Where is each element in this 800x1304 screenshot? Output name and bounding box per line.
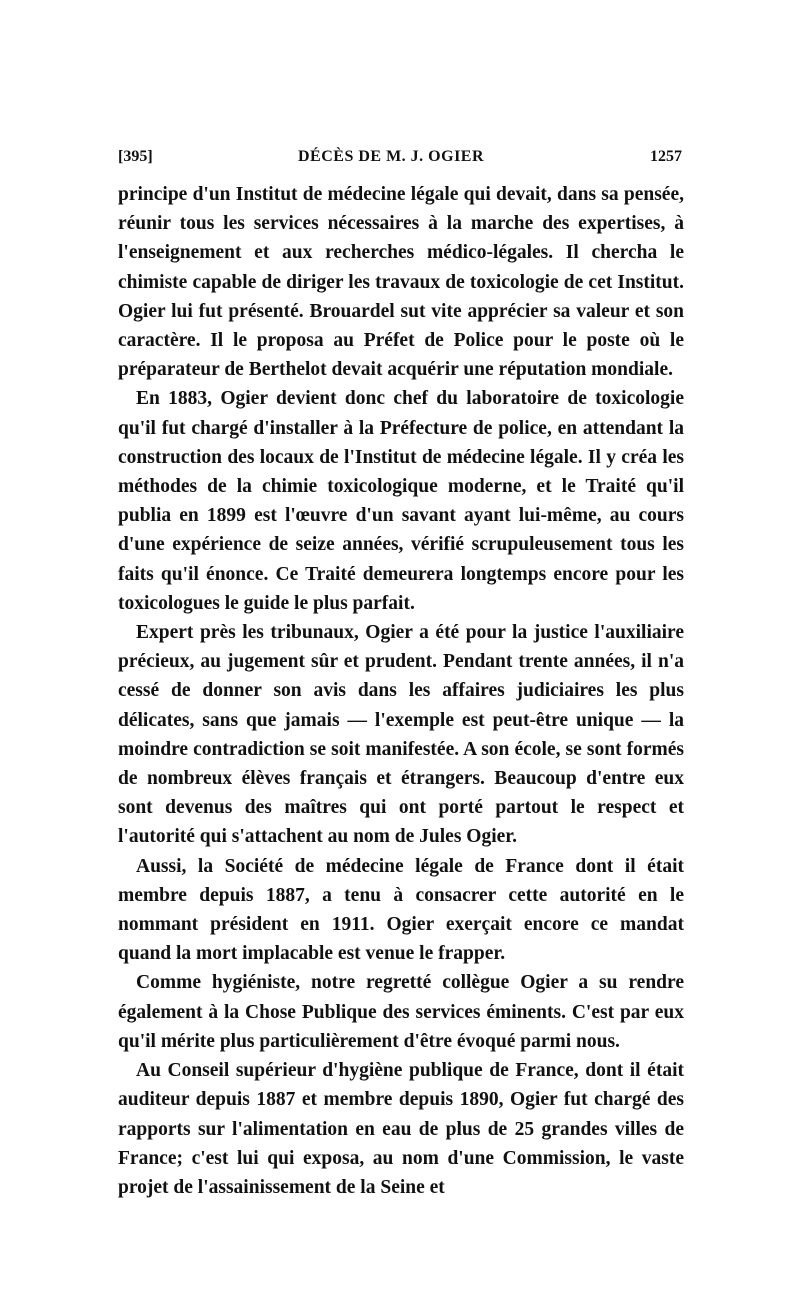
paragraph-6: Au Conseil supérieur d'hygiène publique de France, dont il était auditeur depuis 1887 et membre depuis 1890, Ogier fut chargé des rapports sur l'alimentation en eau de plus de 25 grandes villes de France; c'est lui qui exposa, au nom d'une Commission, le vaste projet de l'assainissement de la Seine et: [118, 1060, 684, 1198]
running-title: DÉCÈS DE M. J. OGIER: [298, 148, 485, 165]
page-number: 1257: [650, 148, 682, 165]
paragraph-1: principe d'un Institut de médecine légale qui devait, dans sa pensée, réunir tous les services nécessaires à la marche des expertises, à l'enseignement et aux recherches médico-légales. Il chercha le chimiste capable de diriger les travaux de toxicologie de cet Institut. Ogier lui fut présenté. Brouardel sut vite apprécier sa valeur et son caractère. Il le proposa au Préfet de Police pour le poste où le préparateur de Berthelot devait acquérir une réputation mondiale.: [118, 184, 684, 381]
paragraph-3: Expert près les tribunaux, Ogier a été pour la justice l'auxiliaire précieux, au jugement sûr et prudent. Pendant trente années, il n'a cessé de donner son avis dans les affaires judiciaires les plus délicates, sans que jamais — l'exemple est peut-être unique — la moindre contradiction se soit manifestée. A son école, se sont formés de nombreux élèves français et étrangers. Beaucoup d'entre eux sont devenus des maîtres qui ont porté partout le respect et l'autorité qui s'attachent au nom de Jules Ogier.: [118, 622, 684, 848]
body-text: [118, 180, 684, 1202]
paragraph-5: Comme hygiéniste, notre regretté collègue Ogier a su rendre également à la Chose Publique des services éminents. C'est par eux qu'il mérite plus particulièrement d'être évoqué parmi nous.: [118, 972, 684, 1052]
page-reference: [395]: [118, 148, 153, 165]
paragraph-4: Aussi, la Société de médecine légale de France dont il était membre depuis 1887, a tenu à consacrer cette autorité en le nommant président en 1911. Ogier exerçait encore ce mandat quand la mort implacable est venue le frapper.: [118, 855, 684, 965]
page-header: [118, 148, 682, 172]
paragraph-2: En 1883, Ogier devient donc chef du laboratoire de toxicologie qu'il fut chargé d'installer à la Préfecture de police, en attendant la construction des locaux de l'Institut de médecine légale. Il y créa les méthodes de la chimie toxicologique moderne, et le Traité qu'il publia en 1899 est l'œuvre d'un savant ayant lui-même, au cours d'une expérience de seize années, vérifié scrupuleusement tous les faits qu'il énonce. Ce Traité demeurera longtemps encore pour les toxicologues le guide le plus parfait.: [118, 388, 684, 614]
